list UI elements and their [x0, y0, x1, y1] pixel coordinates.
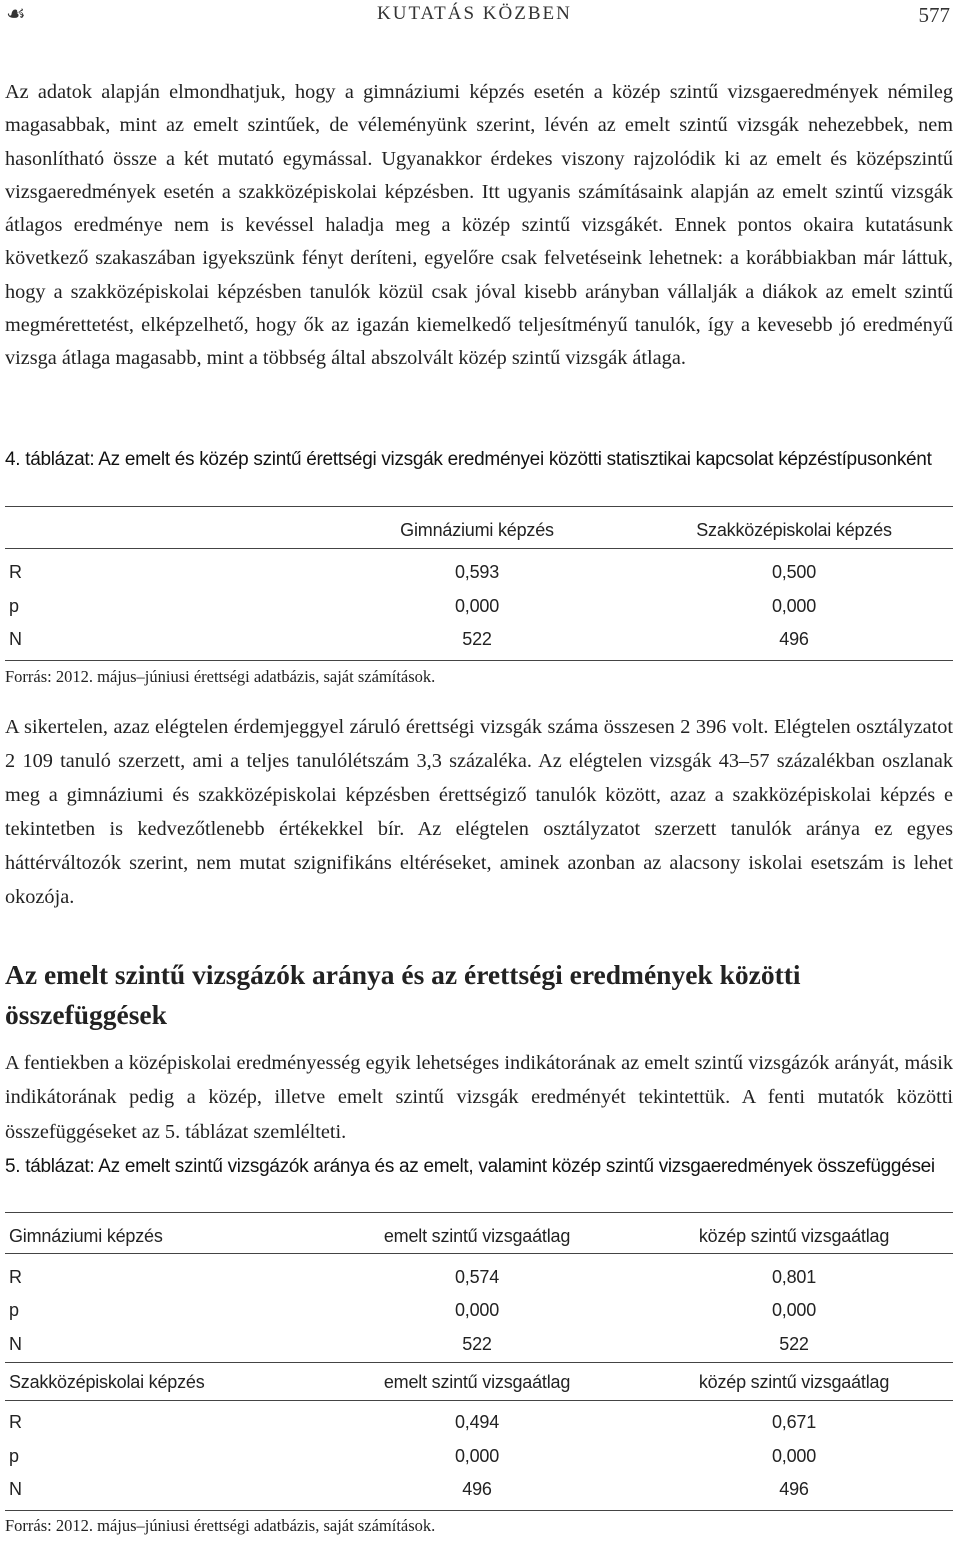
table-5-column-header: emelt szintű vizsgaátlag [383, 1226, 571, 1246]
table-5-cell: 0,494 [454, 1412, 500, 1432]
body-paragraph-3: A fentiekben a középiskolai eredményesség egyik lehetséges indikátorának az emelt szintű vizsgázók arányát, másik indikátorának pedig a közép, illetve emelt szintű vizsgák eredményét tekintettük. A fenti mutatók közötti összefüggéseket az 5. táblázat szemlélteti. [5, 1052, 953, 1143]
table-5-group-title: Szakközépiskolai képzés [9, 1372, 205, 1392]
table-5-cell: 0,000 [771, 1446, 817, 1466]
table-4-bottom-rule [5, 660, 953, 661]
table-5-row-label: R [9, 1267, 22, 1287]
table-4-cell: 0,000 [771, 596, 817, 616]
table-5-row-label: N [9, 1479, 22, 1499]
table-5-cell: 0,801 [771, 1267, 817, 1287]
table-5-column-header: közép szintű vizsgaátlag [698, 1226, 890, 1246]
table-4-column-header: Szakközépiskolai képzés [696, 520, 892, 540]
fleuron-ornament-icon: ☙ [6, 2, 26, 27]
table-5-cell: 0,671 [771, 1412, 817, 1432]
table-5-cell: 522 [779, 1334, 809, 1354]
table-5-group-title: Gimnáziumi képzés [9, 1226, 163, 1246]
table-4-caption: 4. táblázat: Az emelt és közép szintű érettségi vizsgák eredményei közötti statisztikai kapcsolat képzéstípusonként [5, 449, 932, 470]
table-5-bottom-rule [5, 1510, 953, 1511]
table-5-row-label: N [9, 1334, 22, 1354]
table-5-top-rule [5, 1212, 953, 1213]
table-4-cell: 522 [462, 629, 492, 649]
table-4-row-label: R [9, 562, 22, 582]
running-head [0, 0, 960, 30]
table-4-row-label: N [9, 629, 22, 649]
table-5-row-label: p [9, 1300, 19, 1320]
table-5-column-header: közép szintű vizsgaátlag [698, 1372, 890, 1392]
table-5-group-1-header-rule [5, 1253, 953, 1254]
table-5-caption: 5. táblázat: Az emelt szintű vizsgázók aránya és az emelt, valamint közép szintű vizsgaeredmények összefüggései [5, 1156, 935, 1177]
table-5-cell: 0,000 [454, 1446, 500, 1466]
table-5-group-separator-rule [5, 1362, 953, 1363]
table-5-row-label: p [9, 1446, 19, 1466]
table-4-header-rule [5, 548, 953, 549]
table-5-cell: 496 [462, 1479, 492, 1499]
table-4-cell: 0,000 [454, 596, 500, 616]
table-5-cell: 0,000 [771, 1300, 817, 1320]
table-4-cell: 496 [779, 629, 809, 649]
table-5-cell: 496 [779, 1479, 809, 1499]
table-5-cell: 0,000 [454, 1300, 500, 1320]
table-5-column-header: emelt szintű vizsgaátlag [383, 1372, 571, 1392]
table-4-source-note: Forrás: 2012. május–júniusi érettségi adatbázis, saját számítások. [5, 667, 436, 686]
running-title: KUTATÁS KÖZBEN [377, 3, 572, 24]
table-4-row-label: p [9, 596, 19, 616]
table-5-cell: 522 [462, 1334, 492, 1354]
section-heading: Az emelt szintű vizsgázók aránya és az érettségi eredmények közötti összefüggések [5, 959, 801, 1030]
table-5-group-2-header-rule [5, 1400, 953, 1401]
page-number: 577 [918, 3, 950, 27]
table-5-cell: 0,574 [454, 1267, 500, 1287]
table-5-source-note: Forrás: 2012. május–júniusi érettségi adatbázis, saját számítások. [5, 1516, 436, 1535]
table-4-top-rule [5, 506, 953, 507]
table-5-row-label: R [9, 1412, 22, 1432]
body-paragraph-2: A sikertelen, azaz elégtelen érdemjeggyel záruló érettségi vizsgák száma összesen 2 396 volt. Elégtelen osztályzatot 2 109 tanuló szerzett, ami a teljes tanulólétszám 3,3 százaléka. Az elégtelen vizsgák 43–57 százalékban oszlanak meg a gimnáziumi és szakközépiskolai képzésben érettségiző tanulók között, azaz a szakközépiskolai képzés e tekintetben is kedvezőtlenebb értékekkel bír. Az elégtelen osztályzatot szerzett tanulók aránya ez egyes háttérváltozók szerint, nem mutat szignifikáns eltéréseket, aminek azonban az alacsony iskolai esetszám is lehet okozója. [5, 716, 953, 908]
table-4-cell: 0,500 [771, 562, 817, 582]
table-4-cell: 0,593 [454, 562, 500, 582]
table-4-column-header: Gimnáziumi képzés [400, 520, 554, 540]
body-paragraph-1: Az adatok alapján elmondhatjuk, hogy a gimnáziumi képzés esetén a közép szintű vizsgaeredmények némileg magasabbak, mint az emelt szintűek, de véleményünk szerint, lévén az emelt szintű vizsgák nehezebbek, nem hasonlítható össze a két mutató egymással. Ugyanakkor érdekes viszony rajzolódik ki az emelt és középszintű vizsgaeredmények esetén a szakközépiskolai képzésben. Itt ugyanis számításaink alapján az emelt szintű vizsgák átlagos eredménye nem is kevéssel haladja meg a közép szintű vizsgákét. Ennek pontos okaira kutatásunk következő szakaszában igyekszünk fényt deríteni, egyelőre csak felvetéseink lehetnek: a korábbiakban már láttuk, hogy a szakközépiskolai képzésben tanulók közül csak jóval kisebb arányban vállalják a diákok az emelt szintű megmérettetést, elképzelhető, hogy ők az igazán kiemelkedő teljesítményű tanulók, így a kevesebb jó eredményű vizsga átlaga magasabb, mint a többség által abszolvált közép szintű vizsgák átlaga. [5, 81, 953, 370]
